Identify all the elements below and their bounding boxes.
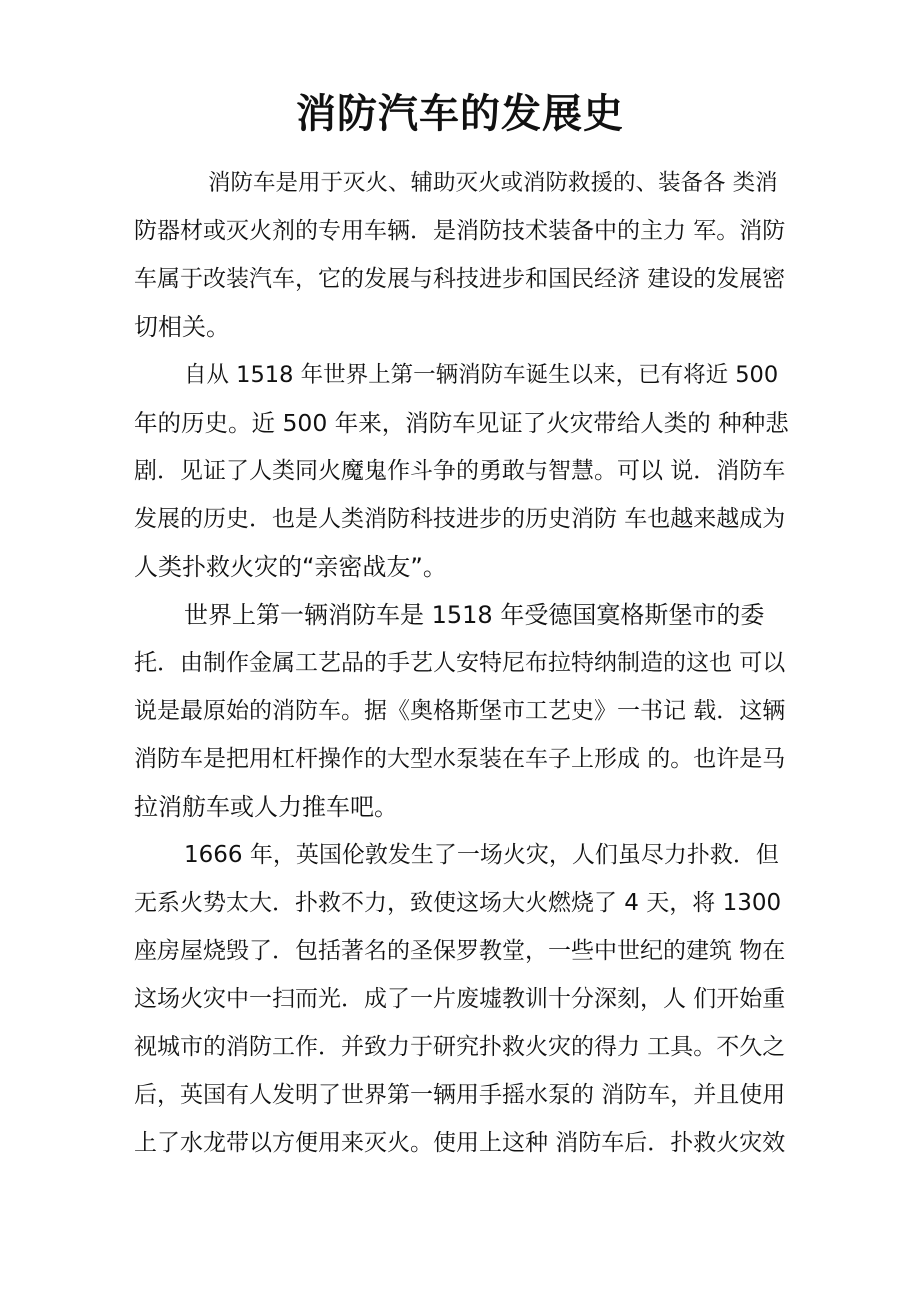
paragraph-1-line-4: 切相关。 bbox=[134, 313, 230, 341]
paragraph-3-line-1: 世界上第一辆消防车是 1518 年受德国寞格斯堡市的委 bbox=[184, 601, 765, 629]
paragraph-4-line-6: 后，英国有人发明了世界第一辆用手摇水泵的 消防车，并且使用 bbox=[134, 1082, 786, 1108]
paragraph-3-line-2: 托．由制作金属工艺品的手艺人安特尼布拉特纳制造的这也 可以 bbox=[134, 650, 786, 676]
paragraph-4-line-1: 1666 年，英国伦敦发生了一场火灾，人们虽尽力扑救．但 bbox=[184, 842, 779, 868]
paragraph-4-line-7: 上了水龙带以方便用来灭火。使用上这种 消防车后．扑救火灾效 bbox=[134, 1130, 786, 1156]
paragraph-2-line-1: 自从 1518 年世界上第一辆消防车诞生以来，已有将近 500 bbox=[184, 362, 779, 388]
paragraph-2-line-3: 剧．见证了人类同火魔鬼作斗争的勇敢与智慧。可以 说．消防车 bbox=[134, 458, 786, 484]
paragraph-1-line-3: 车属于改装汽车，它的发展与科技进步和国民经济 建设的发展密 bbox=[134, 266, 786, 292]
paragraph-3-line-5: 拉消舫车或人力推车吧。 bbox=[134, 793, 398, 821]
document-title: 消防汽车的发展史 bbox=[296, 91, 624, 137]
paragraph-2-line-2: 年的历史。近 500 年来，消防车见证了火灾带给人类的 种种悲 bbox=[134, 409, 789, 437]
paragraph-1-line-1: 消防车是用于灭火、辅助灭火或消防救援的、装备各 类消 bbox=[208, 170, 778, 196]
paragraph-2-line-5: 人类扑救火灾的“亲密战友”。 bbox=[134, 553, 447, 581]
paragraph-3-line-3: 说是最原始的消防车。据《奥格斯堡市工艺史》一书记 载．这辆 bbox=[134, 698, 786, 724]
paragraph-4-line-5: 视城市的消防工作．并致力于研究扑救火灾的得力 工具。不久之 bbox=[134, 1034, 786, 1060]
paragraph-4-line-2: 无系火势太大．扑救不力，致使这场大火燃烧了 4 天，将 1300 bbox=[134, 890, 782, 916]
paragraph-4-line-3: 座房屋烧毁了．包括著名的圣保罗教堂，一些中世纪的建筑 物在 bbox=[134, 938, 786, 964]
paragraph-4-line-4: 这场火灾中一扫而光．成了一片废墟教训十分深刻，人 们开始重 bbox=[134, 986, 786, 1012]
paragraph-1-line-2: 防器材或灭火剂的专用车辆．是消防技术装备中的主力 军。消防 bbox=[134, 218, 786, 244]
paragraph-3-line-4: 消防车是把用杠杆操作的大型水泵装在车子上形成 的。也许是马 bbox=[134, 746, 786, 772]
paragraph-2-line-4: 发展的历史．也是人类消防科技进步的历史消防 车也越来越成为 bbox=[134, 506, 786, 532]
